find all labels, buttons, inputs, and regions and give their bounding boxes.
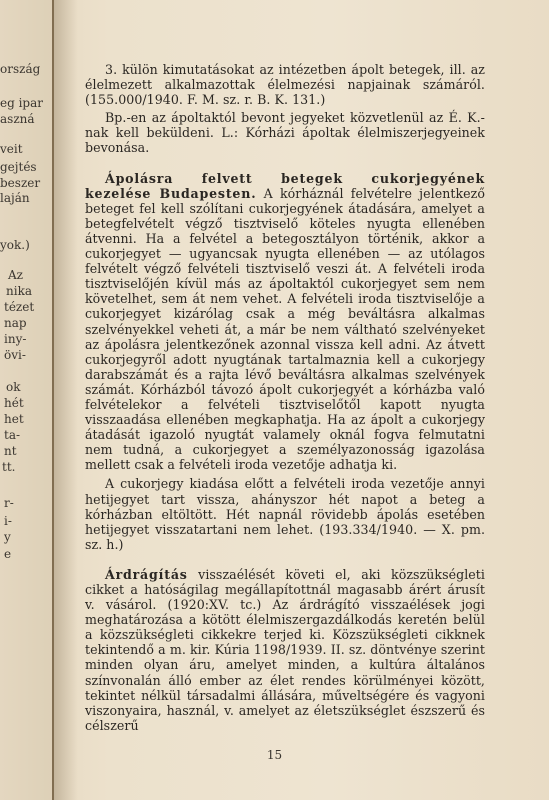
page-body — [85, 62, 485, 733]
margin-fragment: ok — [6, 380, 21, 394]
section-body-price-gouging: visszaélését követi el, aki közszükségleti cikket a hatóságilag megállapítottnál magasabb árért árusít v. vásárol. (1920:XV. tc.) Az árdrágító visszaélések jogi meghatározása a kötött élelmiszergazdálkodás keretén belül a közszükségleti cikkekre terjed ki. Közszükségleti cikknek tekintendő a m. kir. Kúria 1198/1939. II. sz. döntvénye szerint minden olyan áru, amelyet minden, a kultúra általános színvonalán álló ember az élet rendes körülményei között, tekintet nélkül társadalmi állására, műveltségére és vagyoni viszonyaira, használ, v. amelyet az életszükséglet észszerű és célszerű — [85, 566, 485, 733]
margin-fragment: övi- — [4, 348, 26, 362]
margin-fragment: ország — [0, 62, 41, 76]
margin-fragment: iny- — [4, 332, 27, 346]
paragraph-weekly-coupons: A cukorjegy kiadása előtt a felvételi iroda vezetője annyi hetijegyet tart vissza, ahányszor hét napot a beteg a kórházban eltöltött. Hét napnál rövidebb ápolás esetében hetijegyet visszatartani nem lehet. (193.334/1940. — X. pm. sz. h.) — [85, 476, 485, 552]
paragraph-coupon-submission: Bp.-en az ápoltaktól bevont jegyeket közvetlenül az É. K.-nak kell beküldeni. L.: Kórházi ápoltak élelmiszerjegyeinek bevonása. — [85, 110, 485, 156]
margin-fragment: e — [4, 547, 12, 561]
margin-fragment: r- — [4, 496, 14, 510]
section-title-sugar-coupons: Ápolásra felvett betegek cukorjegyének kezelése Budapesten. — [85, 170, 485, 201]
margin-fragment: laján — [0, 191, 30, 205]
margin-fragment: Az — [8, 268, 23, 282]
margin-fragment: veit — [0, 142, 23, 156]
margin-fragment: ta- — [4, 428, 21, 442]
margin-fragment: i- — [4, 514, 12, 528]
margin-fragment: hét — [4, 396, 24, 410]
margin-fragment: gejtés — [0, 160, 37, 174]
margin-fragment: beszer — [0, 176, 41, 190]
paragraph-price-gouging — [85, 567, 485, 733]
margin-fragment: yok.) — [0, 238, 30, 252]
margin-fragment: eg ipar — [0, 96, 44, 110]
gutter-shadow — [52, 0, 78, 800]
paragraph-sugar-coupons — [85, 171, 485, 473]
margin-fragment: y — [4, 530, 11, 544]
margin-fragment: aszná — [0, 112, 35, 126]
margin-fragment: nt — [4, 444, 17, 458]
margin-fragment: tt. — [2, 460, 16, 474]
margin-fragment: het — [4, 412, 24, 426]
margin-fragment: tézet — [4, 300, 35, 314]
margin-fragment: nap — [4, 316, 27, 330]
section-title-price-gouging: Árdrágítás — [105, 566, 188, 582]
page-number: 15 — [266, 748, 283, 762]
margin-fragment: nika — [6, 284, 32, 298]
section-body-sugar-coupons: A kórháznál felvételre jelentkező beteget fel kell szólítani cukorjegyének átadására, amelyet a betegfelvételt végző tisztviselő köteles nyugta ellenében átvenni. Ha a felvétel a betegosztályon történik, akkor a cukorjegyet — ugyancsak nyugta ellenében — az utólagos felvételt végző felvételi tisztviselő veszi át. A felvételi iroda tisztviselőjén kívül más az ápoltaktól cukorjegyet sem nem követelhet, sem át nem vehet. A felvételi iroda tisztviselője a cukorjegyet kizárólag csak a még beváltásra alkalmas szelvényekkel veheti át, a már be nem váltható szelvényeket az ápolásra jelentkezőnek azonnal vissza kell adni. Az átvett cukorjegyről adott nyugtának tartalmaznia kell a cukorjegy darabszámát és a rajta lévő beváltásra alkalmas szelvények számát. Kórházból távozó ápolt cukorjegyét a kórházba való felvételekor a felvételi tisztviselőtől kapott nyugta visszaadása ellenében megkaphatja. Ha az ápolt a cukorjegy átadását igazoló nyugtát valamely oknál fogva felmutatni nem tudná, a cukorjegyet a személyazonosság igazolása mellett csak a felvételi iroda vezetője adhatja ki. — [85, 185, 485, 473]
paragraph-food-records: 3. külön kimutatásokat az intézetben ápolt betegek, ill. az élelmezett alkalmazottak élelmezési napjainak számáról. (155.000/1940. F. M. sz. r. B. K. 131.) — [85, 62, 485, 108]
